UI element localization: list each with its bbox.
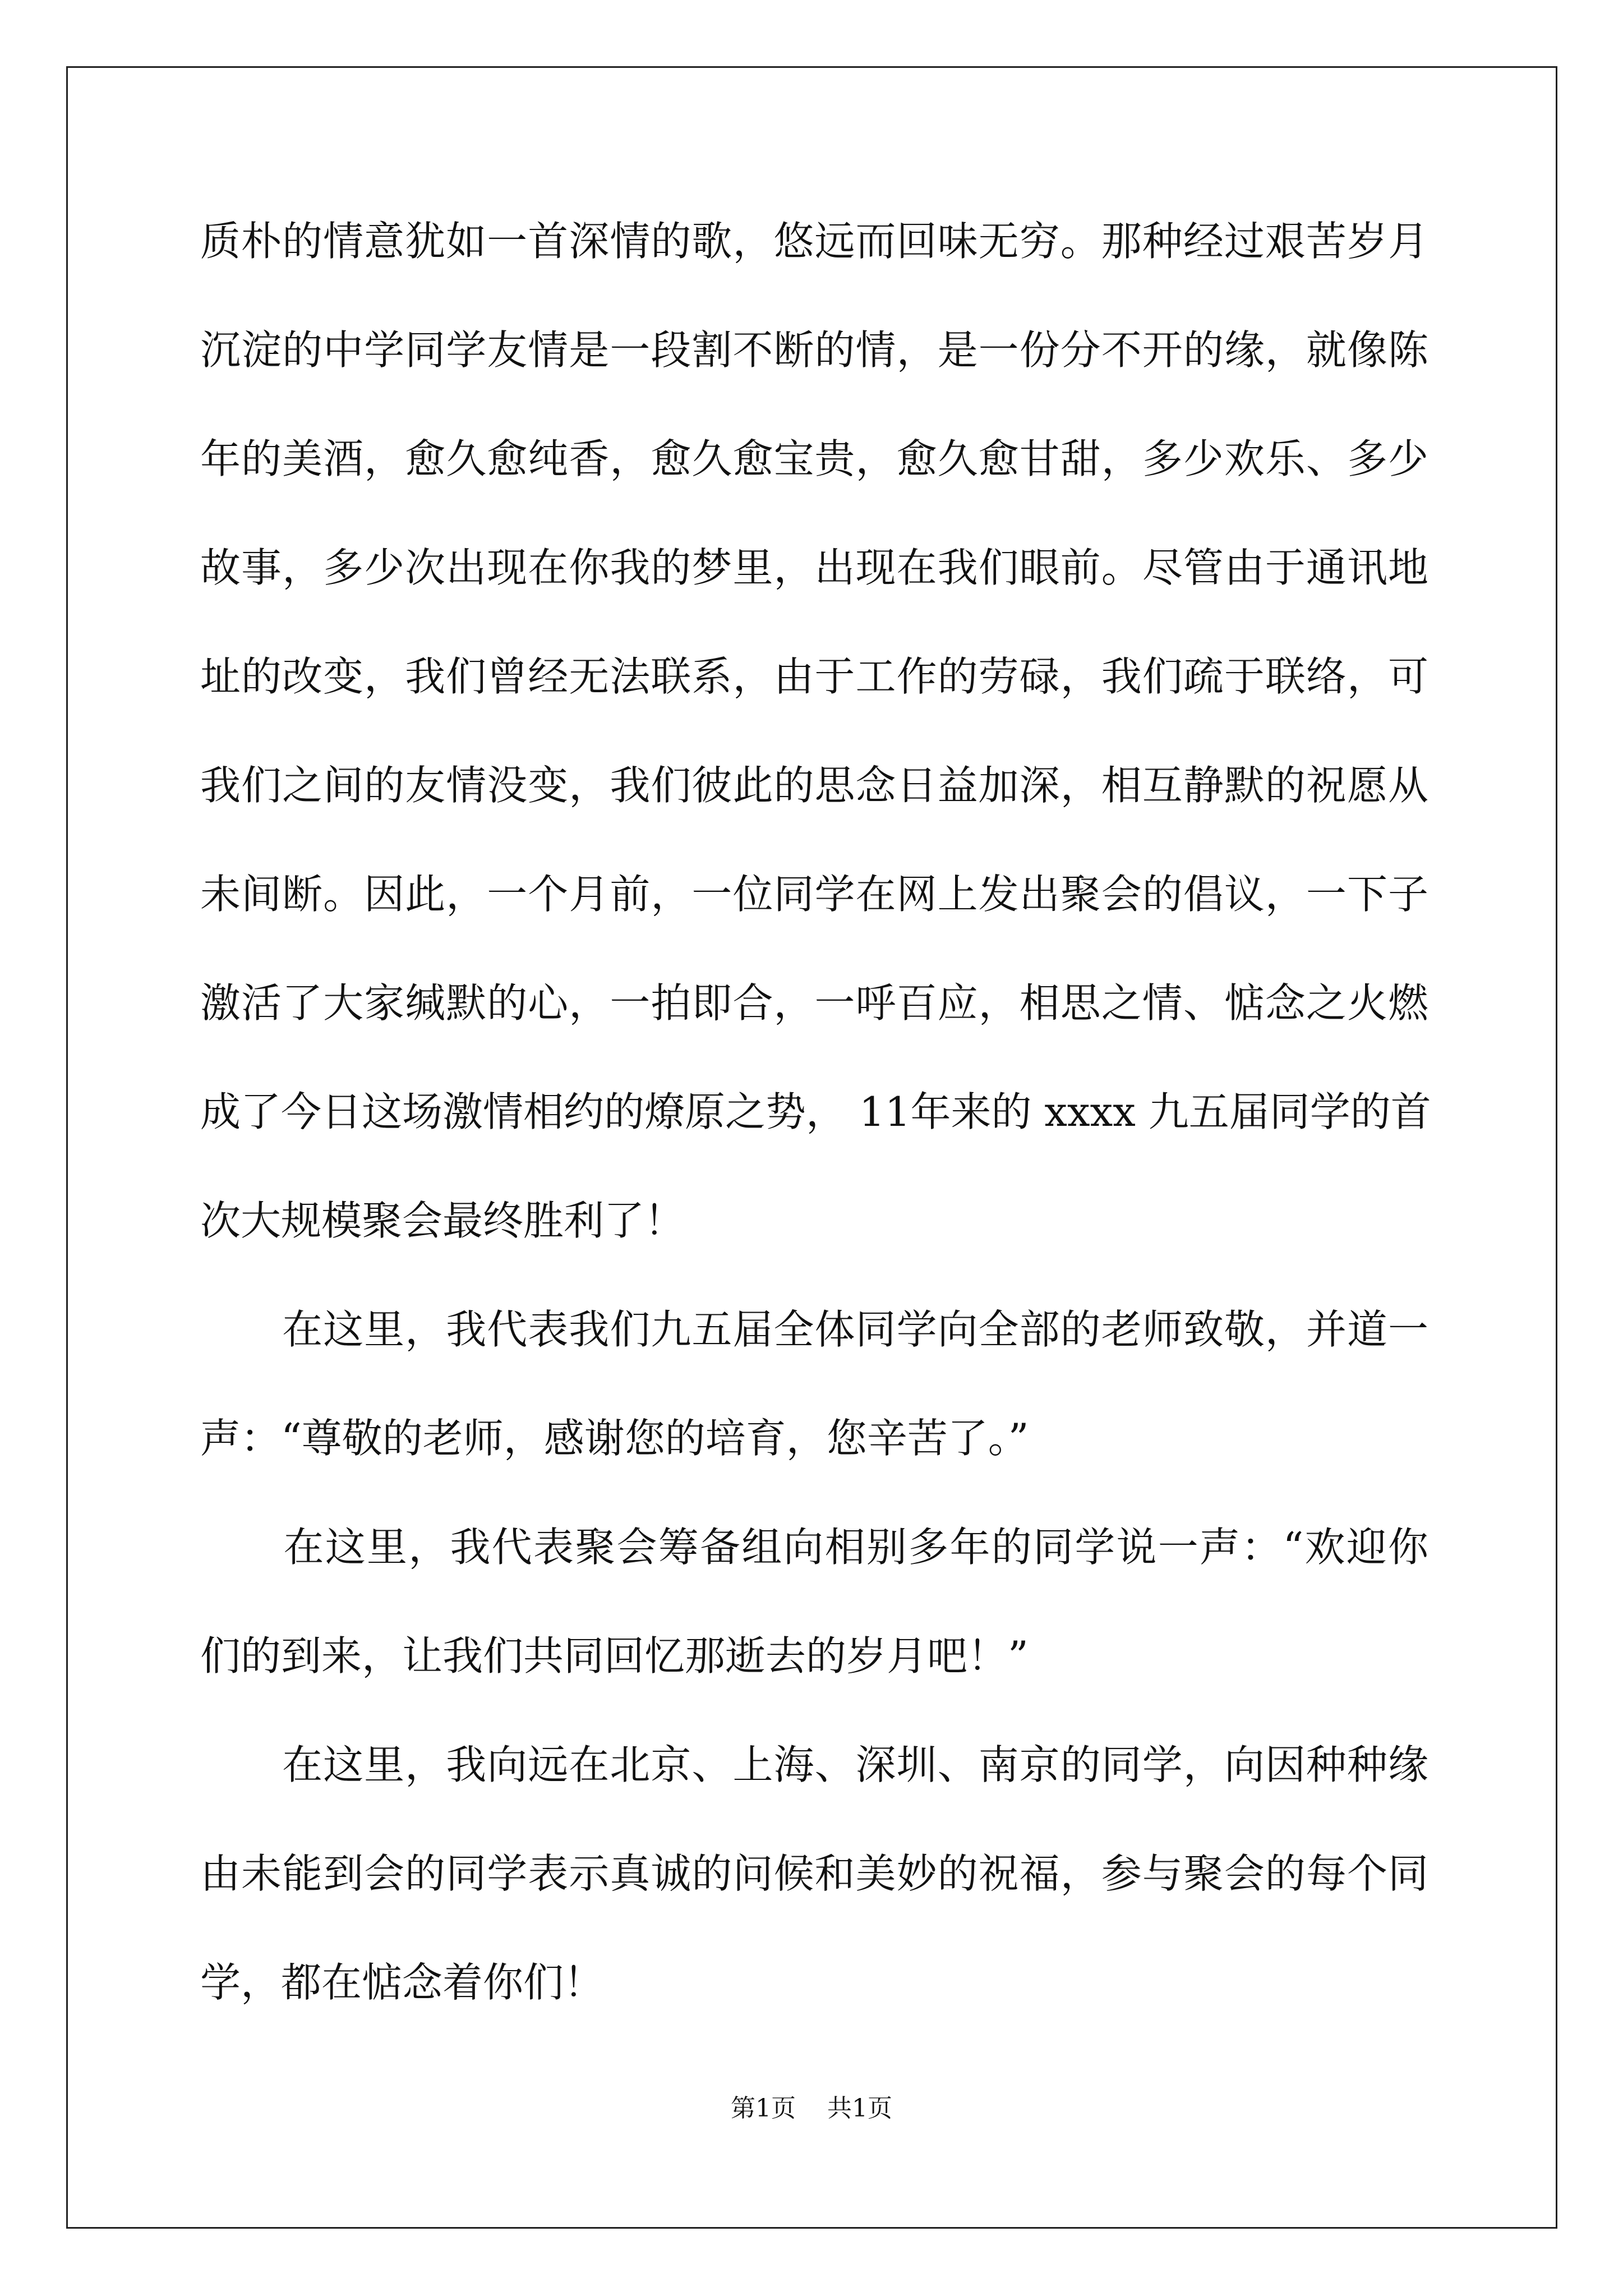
text-line: 声：“尊敬的老师，感谢您的培育，您辛苦了。” [200, 1415, 1029, 1462]
text-line: 激活了大家缄默的心，一拍即合，一呼百应，相思之情、惦念之火燃 [200, 979, 1428, 1027]
paragraph-3 [200, 1513, 1428, 1731]
paragraph-4 [200, 1731, 1428, 2058]
text-line: 们的到来，让我们共同回忆那逝去的岁月吧！” [200, 1632, 1029, 1680]
text-line: 在这里，我代表聚会筹备组向相别多年的同学说一声：“欢迎你 [200, 1524, 1428, 1571]
text-line: 未间断。因此，一个月前，一位同学在网上发出聚会的倡议，一下子 [200, 871, 1428, 918]
text-line: 学，都在惦念着你们！ [200, 1959, 605, 2006]
text-line: 址的改变，我们曾经无法联系，由于工作的劳碌，我们疏于联络，可 [200, 653, 1428, 700]
paragraph-2 [200, 1296, 1428, 1513]
page-number-current: 第1页 [731, 2094, 796, 2123]
text-line: 质朴的情意犹如一首深情的歌，悠远而回味无穷。那种经过艰苦岁月 [200, 218, 1428, 265]
text-line: 年的美酒，愈久愈纯香，愈久愈宝贵，愈久愈甘甜，多少欢乐、多少 [200, 435, 1428, 482]
text-line: 在这里，我向远在北京、上海、深圳、南京的同学，向因种种缘 [200, 1741, 1428, 1788]
text-line: 沉淀的中学同学友情是一段割不断的情，是一份分不开的缘，就像陈 [200, 326, 1428, 374]
text-line: 在这里，我代表我们九五届全体同学向全部的老师致敬，并道一 [200, 1306, 1428, 1353]
page-footer [0, 2093, 1623, 2124]
paragraph-1 [200, 208, 1431, 1296]
text-line: 故事，多少次出现在你我的梦里，出现在我们眼前。尽管由于通讯地 [200, 544, 1428, 591]
text-line: 次大规模聚会最终胜利了！ [200, 1197, 685, 1244]
text-line: 成了今日这场激情相约的燎原之势， 11年来的 xxxx 九五届同学的首 [200, 1088, 1431, 1135]
text-line: 我们之间的友情没变，我们彼此的思念日益加深，相互静默的祝愿从 [200, 762, 1428, 809]
text-line: 由未能到会的同学表示真诚的问候和美妙的祝福，参与聚会的每个同 [200, 1850, 1428, 1897]
document-body [200, 208, 1431, 2058]
page-number-total: 共1页 [827, 2094, 892, 2123]
